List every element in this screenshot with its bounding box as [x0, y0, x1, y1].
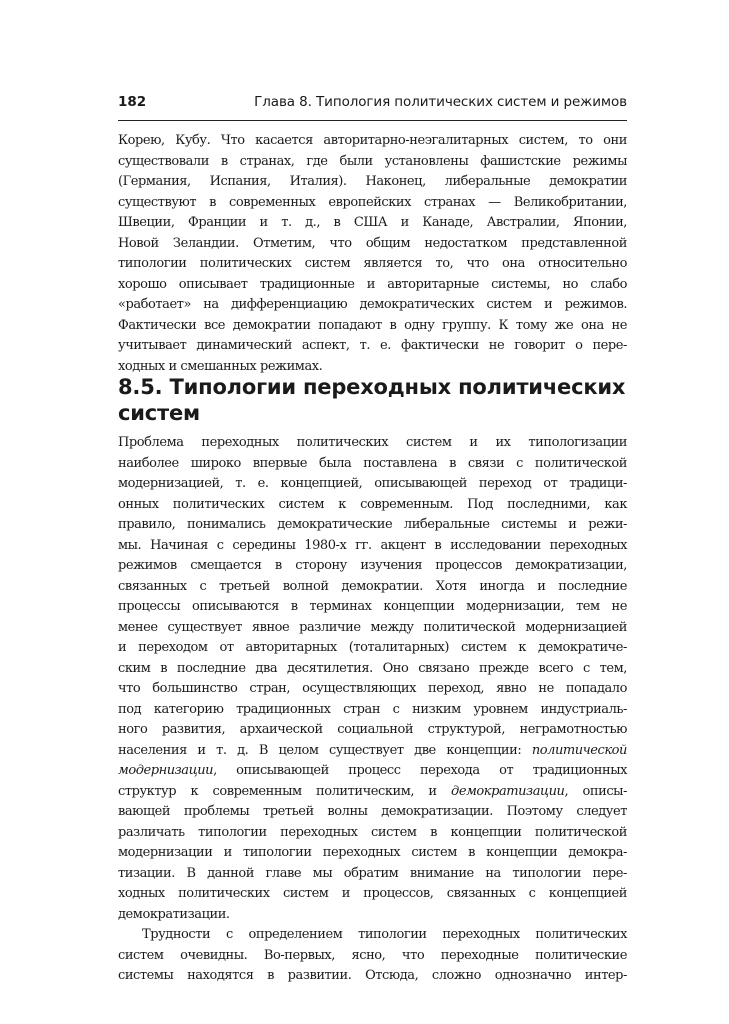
- page-header: [118, 94, 627, 114]
- text-run: населения и т. д. В целом существует две концепции:: [118, 742, 522, 758]
- text-run: , описы-: [564, 783, 628, 799]
- section-heading-line: систем: [118, 401, 200, 425]
- text-line: менее существует явное различие между политической модернизацией: [118, 619, 627, 635]
- section-heading-line: 8.5. Типологии переходных политических: [118, 375, 626, 399]
- text-line: онных политических систем к современным. Под последними, как: [118, 496, 627, 512]
- text-line: «работает» на дифференциацию демократических систем и режимов.: [118, 297, 627, 312]
- text-line: и переходом от авторитарных (тоталитарных) систем к демократиче-: [118, 640, 627, 655]
- text-line: модернизации и типологии переходных систем в концепции демокра-: [118, 845, 627, 860]
- text-line-mixed: [118, 761, 627, 782]
- text-line: ного развития, архаической социальной структурой, неграмотностью: [118, 722, 627, 737]
- emphasis-term: политической: [531, 742, 627, 758]
- text-line: связанных с третьей волной демократии. Хотя иногда и последние: [118, 578, 627, 594]
- text-line-mixed: [118, 741, 627, 762]
- text-line: систем очевидны. Во-первых, ясно, что переходные политические: [118, 947, 627, 963]
- emphasis-term: демократизации: [451, 783, 565, 799]
- text-line: Трудности с определением типологии переходных политических: [142, 927, 627, 942]
- text-line: демократизации.: [118, 906, 230, 922]
- text-line: Фактически все демократии попадают в одну группу. К тому же она не: [118, 317, 627, 333]
- paragraph-next: [118, 925, 627, 987]
- text-line: существуют в современных европейских странах — Великобритании,: [118, 194, 627, 210]
- text-line: Корею, Кубу. Что касается авторитарно-неэгалитарных систем, то они: [118, 133, 627, 148]
- text-line: ходных политических систем и процессов, связанных с концепцией: [118, 886, 627, 901]
- text-line: ходных и смешанных режимах.: [118, 358, 323, 374]
- text-line: Новой Зеландии. Отметим, что общим недостатком представленной: [118, 235, 627, 251]
- text-line: режимов смещается в сторону изучения процессов демократизации,: [118, 558, 627, 573]
- text-line: под категорию традиционных стран с низким уровнем индустриаль-: [118, 701, 627, 717]
- text-line: хорошо описывает традиционные и авторитарные системы, но слабо: [118, 276, 627, 292]
- text-line: учитывает динамический аспект, т. е. фактически не говорит о пере-: [118, 338, 627, 353]
- text-line: Проблема переходных политических систем и их типологизации: [118, 435, 627, 450]
- text-line: ским в последние два десятилетия. Оно связано прежде всего с тем,: [118, 660, 627, 676]
- page-number: 182: [118, 94, 147, 110]
- header-rule: [118, 120, 627, 121]
- text-run: структур к современным политическим, и: [118, 783, 437, 799]
- text-line: (Германия, Испания, Италия). Наконец, либеральные демократии: [118, 174, 627, 189]
- text-run: , описывающей процесс перехода от традиционных: [213, 763, 627, 778]
- text-line-mixed: [118, 782, 627, 803]
- section-heading: [118, 374, 627, 426]
- text-line: типологии политических систем является то, что она относительно: [118, 256, 627, 271]
- text-line: различать типологии переходных систем в концепции политической: [118, 824, 627, 840]
- text-line: правило, понимались демократические либеральные системы и режи-: [118, 517, 627, 532]
- text-line: наиболее широко впервые была поставлена в связи с политической: [118, 455, 627, 471]
- text-line: мы. Начиная с середины 1980-х гг. акцент в исследовании переходных: [118, 537, 627, 553]
- paragraph-continuation: [118, 131, 627, 377]
- paragraph-main: [118, 433, 627, 925]
- text-line: что большинство стран, осуществляющих переход, явно не попадало: [118, 681, 627, 696]
- text-line: существовали в странах, где были установлены фашистские режимы: [118, 153, 627, 169]
- running-head: Глава 8. Типология политических систем и режимов: [254, 94, 627, 110]
- text-line: тизации. В данной главе мы обратим внимание на типологии пере-: [118, 865, 627, 881]
- text-line: процессы описываются в терминах концепции модернизации, тем не: [118, 599, 627, 614]
- text-line: Швеции, Франции и т. д., в США и Канаде, Австралии, Японии,: [118, 215, 627, 230]
- emphasis-term: модернизации: [118, 763, 214, 778]
- text-line: модернизацией, т. е. концепцией, описывающей переход от традици-: [118, 476, 627, 491]
- text-line: вающей проблемы третьей волны демократизации. Поэтому следует: [118, 804, 627, 819]
- text-line: системы находятся в развитии. Отсюда, сложно однозначно интер-: [118, 968, 627, 983]
